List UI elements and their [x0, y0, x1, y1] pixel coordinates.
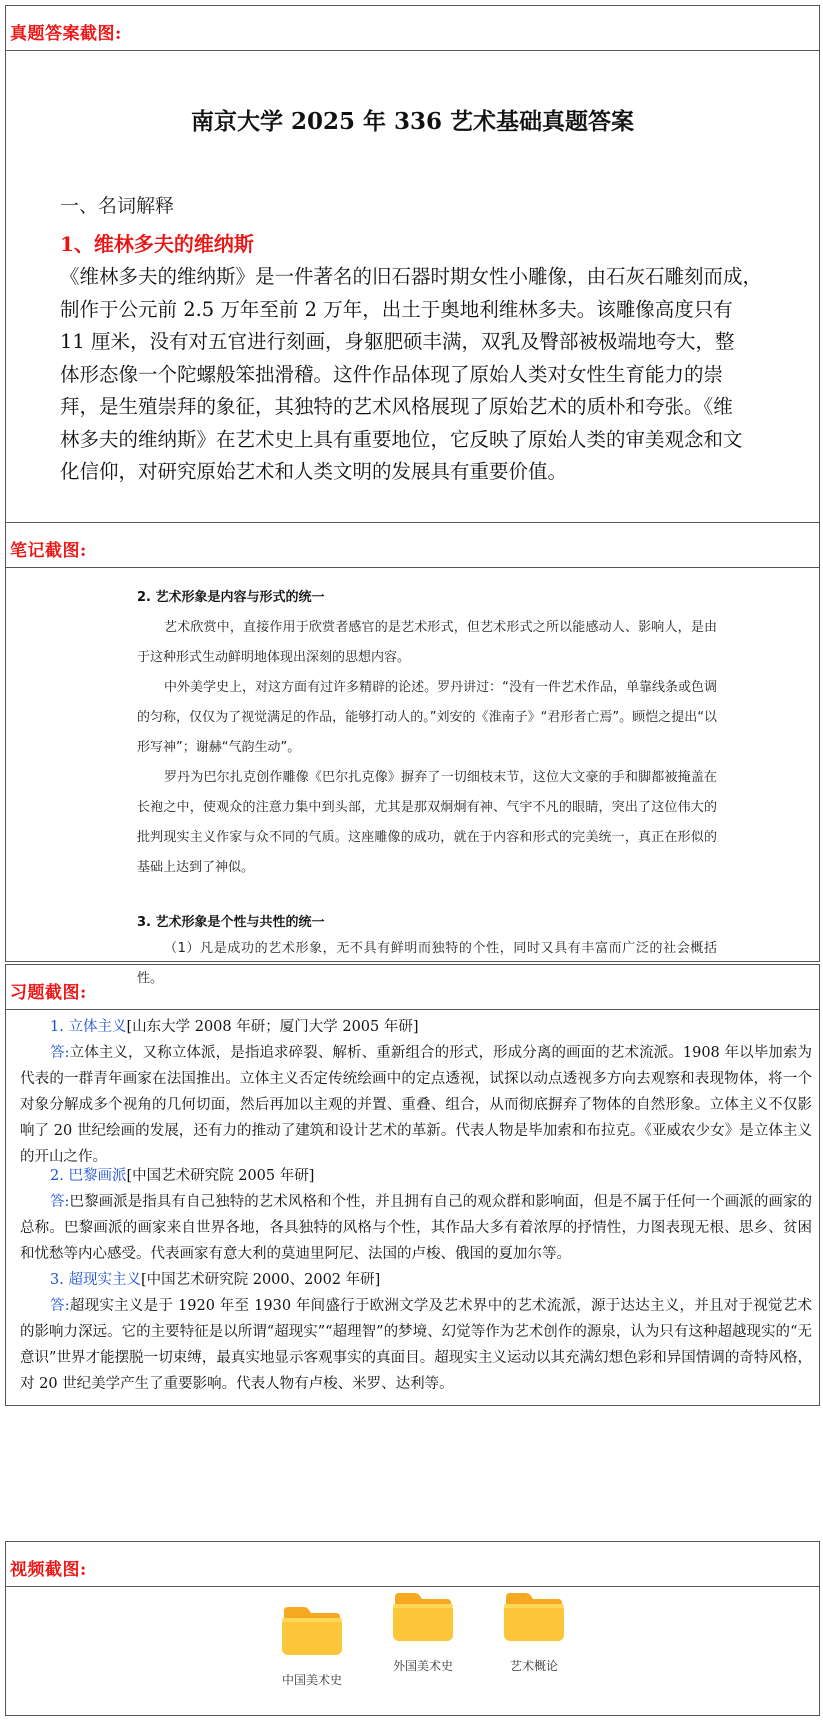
page-title: 南京大学 2025 年 336 艺术基础真题答案 [190, 108, 635, 135]
answer-line: 《维林多夫的维纳斯》是一件著名的旧石器时期女性小雕像，由石灰石雕刻而成， [60, 265, 763, 288]
section-label-text: 视频截图: [10, 1560, 87, 1580]
exercise-number: 2. [50, 1168, 64, 1184]
answer-line: 拜，是生殖崇拜的象征，其独特的艺术风格展现了原始艺术的质朴和夸张。《维 [60, 395, 733, 418]
section-label-text: 笔记截图: [10, 541, 87, 561]
exercise-source: [中国艺术研究院 2000、2002 年研] [140, 1272, 381, 1288]
folder-label: 外国美术史 [392, 1659, 453, 1673]
answers-panel [5, 50, 820, 523]
folder-chinese-art-history[interactable] [264, 1601, 360, 1688]
section-label-exercises [5, 964, 820, 1010]
notes-paragraph: 中外美学史上，对这方面有过许多精辟的论述。罗丹讲过：“没有一件艺术作品，单靠线条或色调的匀称，仅仅为了视觉满足的作品，能够打动人的。”刘安的《淮南子》“君形者亡焉”。顾恺之提出“以形写神”；谢赫“气韵生动”。 [137, 680, 717, 755]
folder-label: 中国美术史 [281, 1673, 342, 1687]
exercise-title [20, 1163, 812, 1189]
folder-icon [391, 1587, 455, 1643]
section-label-answers [5, 5, 820, 51]
notes-panel [5, 567, 820, 986]
answer-text: 超现实主义是于 1920 年至 1930 年间盛行于欧洲文学及艺术界中的艺术流派，源于达达主义，并且对于视觉艺术的影响力深远。它的主要特征是以所谓“超现实”“超理智”的梦境、幻觉等作为艺术创作的源泉，认为只有这种超越现实的“无意识”世界才能摆脱一切束缚，最真实地显示客观事实的真面目。超现实主义运动以其充满幻想色彩和异国情调的奇特风格，对 20 世纪美学产生了重要影响。代表人物有卢梭、米罗、达利等。 [20, 1298, 812, 1392]
notes-content [137, 586, 717, 994]
exercise-source: [中国艺术研究院 2005 年研] [126, 1168, 315, 1184]
answer-line: 林多夫的维纳斯》在艺术史上具有重要地位，它反映了原始人类的审美观念和文 [60, 427, 743, 451]
exercise-answer [20, 1189, 812, 1267]
exercise-term: 立体主义 [68, 1019, 127, 1035]
folder-foreign-art-history[interactable] [375, 1587, 471, 1674]
answer-line: 体形态像一个陀螺般笨拙滑稽。这件作品体现了原始人类对女性生育能力的崇 [60, 362, 724, 386]
exercise-answer [20, 1293, 812, 1397]
section-label-text: 真题答案截图: [10, 24, 122, 44]
section-label-videos [5, 1541, 820, 1587]
notes-heading: 2. 艺术形象是内容与形式的统一 [137, 590, 325, 605]
section-label-notes [5, 522, 820, 568]
exercise-term: 巴黎画派 [68, 1168, 127, 1184]
answer-line: 制作于公元前 2.5 万年至前 2 万年，出土于奥地利维林多夫。该雕像高度只有 [60, 297, 733, 321]
exercise-answer [20, 1040, 812, 1170]
subtitle: 一、名词解释 [60, 195, 175, 217]
answer-text: 巴黎画派是指具有自己独特的艺术风格和个性，并且拥有自己的观众群和影响面，但是不属于任何一个画派的画家的总称。巴黎画派的画家来自世界各地，各具独特的风格与个性，其作品大多有着浓厚的抒情性，力图表现无根、思乡、贫困和忧愁等内心感受。代表画家有意大利的莫迪里阿尼、法国的卢梭、俄国的夏加尔等。 [20, 1194, 812, 1262]
answer-line: 化信仰，对研究原始艺术和人类文明的发展具有重要价值。 [60, 460, 568, 483]
exercise-item [20, 1014, 812, 1170]
folder-art-introduction[interactable] [486, 1587, 582, 1674]
exercise-title [20, 1014, 812, 1040]
section-label-text: 习题截图: [10, 983, 87, 1003]
notes-paragraph: 罗丹为巴尔扎克创作雕像《巴尔扎克像》摒弃了一切细枝末节，这位大文豪的手和脚都被掩盖在长袍之中，使观众的注意力集中到头部，尤其是那双炯炯有神、气宇不凡的眼睛，突出了这位伟大的批判现实主义作家与众不同的气质。这座雕像的成功，就在于内容和形式的完美统一，真正在形似的基础上达到了神似。 [137, 770, 717, 875]
exercise-item [20, 1267, 812, 1397]
term-heading: 1、维林多夫的维纳斯 [60, 232, 254, 256]
answer-text: 立体主义，又称立体派，是指追求碎裂、解析、重新组合的形式，形成分离的画面的艺术流派。1908 年以毕加索为代表的一群青年画家在法国推出。立体主义否定传统绘画中的定点透视，试探以动点透视多方向去观察和表现物体，将一个对象分解成多个视角的几何切面，然后再加以主观的并置、重叠、组合，从而彻底摒弃了物体的自然形象。立体主义不仅影响了 20 世纪绘画的发展，还有力的推动了建筑和设计艺术的革新。代表人物是毕加索和布拉克。《亚威农少女》是立体主义的开山之作。 [20, 1045, 812, 1165]
exercise-source: [山东大学 2008 年研；厦门大学 2005 年研] [126, 1019, 419, 1035]
answer-label: 答: [50, 1045, 70, 1061]
videos-panel [5, 1586, 820, 1716]
folder-icon [502, 1587, 566, 1643]
exercises-panel [5, 1009, 820, 1406]
answer-line: 11 厘米，没有对五官进行刻画，身躯肥硕丰满，双乳及臀部被极端地夸大，整 [60, 330, 735, 353]
exercise-number: 3. [50, 1272, 64, 1288]
notes-paragraph: （1）凡是成功的艺术形象，无不具有鲜明而独特的个性，同时又具有丰富而广泛的社会概括性。 [137, 941, 717, 986]
notes-heading: 3. 艺术形象是个性与共性的统一 [137, 915, 325, 930]
answer-label: 答: [50, 1194, 70, 1210]
exercise-item [20, 1163, 812, 1267]
answer-paragraph [60, 261, 770, 489]
exercise-title [20, 1267, 812, 1293]
exercise-number: 1. [50, 1019, 64, 1035]
folder-icon [280, 1601, 344, 1657]
folder-label: 艺术概论 [509, 1659, 558, 1673]
exercise-term: 超现实主义 [68, 1272, 141, 1288]
answer-label: 答: [50, 1298, 70, 1314]
notes-paragraph: 艺术欣赏中，直接作用于欣赏者感官的是艺术形式，但艺术形式之所以能感动人、影响人，是由于这种形式生动鲜明地体现出深刻的思想内容。 [137, 620, 717, 665]
